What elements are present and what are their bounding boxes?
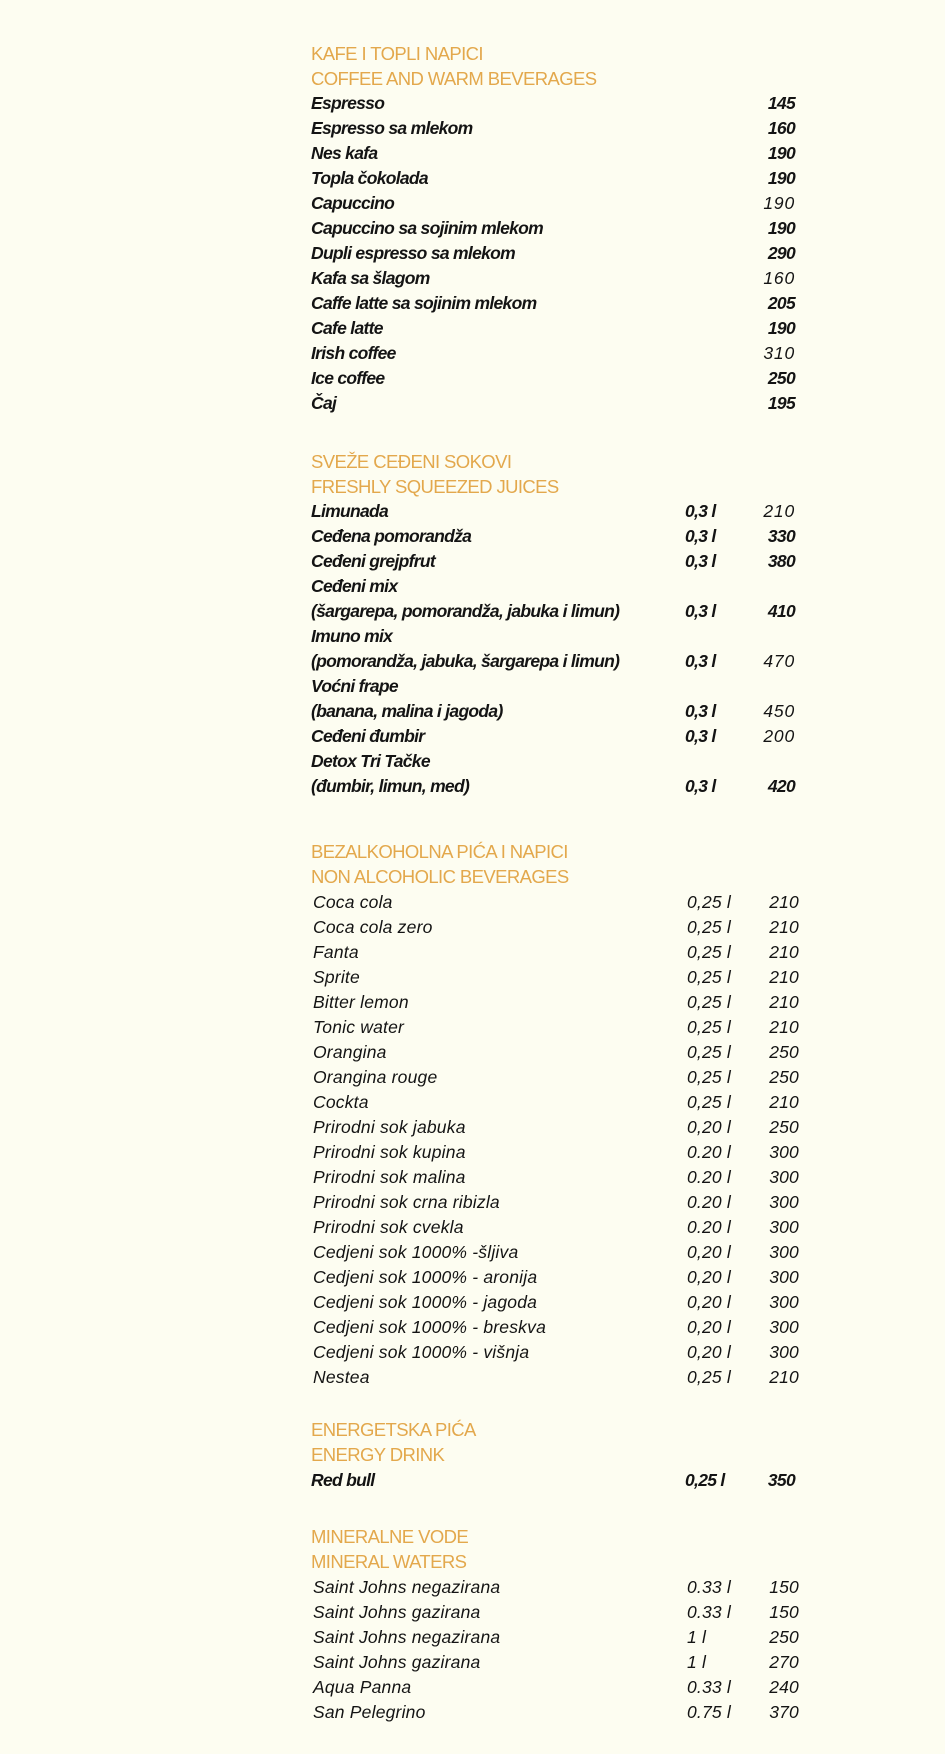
menu-item bbox=[313, 1625, 797, 1650]
item-name: Espresso sa mlekom bbox=[311, 118, 473, 138]
item-price: 210 bbox=[769, 917, 799, 937]
item-size: 0,25 l bbox=[687, 1092, 732, 1112]
menu-item bbox=[313, 1040, 797, 1065]
item-name: Limunada bbox=[311, 501, 389, 521]
item-size: 0,3 l bbox=[685, 701, 716, 721]
item-name: Dupli espresso sa mlekom bbox=[311, 243, 515, 263]
menu-item bbox=[311, 216, 795, 241]
item-price: 300 bbox=[769, 1192, 799, 1212]
item-price: 300 bbox=[769, 1267, 799, 1287]
item-name: Ceđeni đumbir bbox=[311, 726, 425, 746]
section-title-juices-en: FRESHLY SQUEEZED JUICES bbox=[311, 476, 559, 497]
menu-item bbox=[311, 1468, 795, 1493]
item-price: 350 bbox=[767, 1470, 795, 1490]
item-name: Nestea bbox=[313, 1367, 370, 1387]
item-name: Prirodni sok jabuka bbox=[313, 1117, 466, 1137]
menu-item bbox=[313, 1165, 797, 1190]
item-price: 250 bbox=[769, 1627, 799, 1647]
item-price: 190 bbox=[767, 143, 795, 163]
item-name: San Pelegrino bbox=[313, 1702, 426, 1722]
item-price: 145 bbox=[767, 93, 795, 113]
menu-item bbox=[313, 1015, 797, 1040]
section-title-energy-sr: ENERGETSKA PIĆA bbox=[311, 1419, 476, 1440]
menu-item bbox=[313, 1115, 797, 1140]
item-size: 0.20 l bbox=[687, 1192, 732, 1212]
item-price: 190 bbox=[767, 218, 795, 238]
item-name: Voćni frape bbox=[311, 676, 398, 696]
menu-item-detail bbox=[311, 649, 795, 674]
item-size: 0.33 l bbox=[687, 1577, 732, 1597]
item-size: 0.75 l bbox=[687, 1702, 732, 1722]
menu-item bbox=[313, 1675, 797, 1700]
menu-item bbox=[313, 915, 797, 940]
item-price: 300 bbox=[769, 1142, 799, 1162]
menu-item bbox=[311, 341, 795, 366]
section-title-nonalcoholic-en: NON ALCOHOLIC BEVERAGES bbox=[311, 866, 569, 887]
item-price: 470 bbox=[763, 651, 795, 671]
item-price: 300 bbox=[769, 1292, 799, 1312]
menu-item bbox=[311, 191, 795, 216]
item-price: 290 bbox=[767, 243, 795, 263]
item-size: 0,20 l bbox=[687, 1342, 732, 1362]
item-size: 0,3 l bbox=[685, 726, 716, 746]
item-name: Orangina bbox=[313, 1042, 387, 1062]
item-name: Prirodni sok kupina bbox=[313, 1142, 466, 1162]
item-name: Cedjeni sok 1000% - višnja bbox=[313, 1342, 530, 1362]
item-name: Fanta bbox=[313, 942, 359, 962]
item-name: Orangina rouge bbox=[313, 1067, 438, 1087]
item-price: 270 bbox=[769, 1652, 799, 1672]
item-name: Cedjeni sok 1000% - jagoda bbox=[313, 1292, 538, 1312]
item-price: 250 bbox=[769, 1117, 799, 1137]
item-price: 450 bbox=[763, 701, 795, 721]
item-price: 250 bbox=[767, 368, 795, 388]
item-size: 1 l bbox=[687, 1652, 707, 1672]
item-price: 300 bbox=[769, 1317, 799, 1337]
item-price: 300 bbox=[769, 1342, 799, 1362]
menu-item bbox=[313, 1090, 797, 1115]
item-name: Ceđena pomorandža bbox=[311, 526, 472, 546]
item-size: 0,3 l bbox=[685, 551, 716, 571]
item-price: 330 bbox=[767, 526, 795, 546]
menu-item bbox=[313, 940, 797, 965]
item-name: Ice coffee bbox=[311, 368, 385, 388]
item-name: Cafe latte bbox=[311, 318, 383, 338]
item-price: 380 bbox=[767, 551, 795, 571]
item-price: 250 bbox=[769, 1042, 799, 1062]
item-name: Caffe latte sa sojinim mlekom bbox=[311, 293, 537, 313]
menu-item bbox=[311, 574, 795, 599]
menu-item bbox=[313, 1315, 797, 1340]
menu-item bbox=[311, 291, 795, 316]
item-size: 0.33 l bbox=[687, 1602, 732, 1622]
menu-item bbox=[311, 549, 795, 574]
menu-item bbox=[311, 91, 795, 116]
menu-item bbox=[313, 1240, 797, 1265]
menu-item bbox=[313, 990, 797, 1015]
item-name: (šargarepa, pomorandža, jabuka i limun) bbox=[311, 601, 620, 621]
menu-item bbox=[311, 524, 795, 549]
item-size: 0,20 l bbox=[687, 1292, 732, 1312]
item-size: 0,25 l bbox=[687, 942, 732, 962]
menu-item bbox=[311, 241, 795, 266]
section-title-energy-en: ENERGY DRINK bbox=[311, 1444, 445, 1465]
item-price: 210 bbox=[769, 1367, 799, 1387]
menu-item bbox=[313, 1650, 797, 1675]
item-size: 0,20 l bbox=[687, 1267, 732, 1287]
item-size: 0,25 l bbox=[685, 1470, 725, 1490]
item-name: Prirodni sok malina bbox=[313, 1167, 466, 1187]
item-size: 0,20 l bbox=[687, 1317, 732, 1337]
item-price: 210 bbox=[763, 501, 795, 521]
menu-item bbox=[313, 1265, 797, 1290]
menu-item-detail bbox=[311, 699, 795, 724]
item-price: 410 bbox=[767, 601, 795, 621]
item-name: Saint Johns gazirana bbox=[313, 1652, 481, 1672]
item-price: 190 bbox=[767, 318, 795, 338]
menu-item bbox=[313, 1290, 797, 1315]
menu-item bbox=[311, 116, 795, 141]
item-size: 0.33 l bbox=[687, 1677, 732, 1697]
item-price: 300 bbox=[769, 1217, 799, 1237]
item-name: Coca cola zero bbox=[313, 917, 433, 937]
menu-item bbox=[311, 674, 795, 699]
menu-item bbox=[311, 499, 795, 524]
item-price: 300 bbox=[769, 1167, 799, 1187]
item-size: 0,25 l bbox=[687, 992, 732, 1012]
section-title-coffee-sr: KAFE I TOPLI NAPICI bbox=[311, 43, 483, 64]
item-size: 0,25 l bbox=[687, 1067, 732, 1087]
section-title-coffee-en: COFFEE AND WARM BEVERAGES bbox=[311, 68, 597, 89]
item-size: 0,25 l bbox=[687, 1042, 732, 1062]
item-name: Čaj bbox=[311, 393, 337, 413]
section-title-water-en: MINERAL WATERS bbox=[311, 1551, 467, 1572]
section-title-nonalcoholic-sr: BEZALKOHOLNA PIĆA I NAPICI bbox=[311, 841, 568, 862]
menu-item-detail bbox=[311, 774, 795, 799]
item-price: 150 bbox=[769, 1577, 799, 1597]
menu-item bbox=[313, 1365, 797, 1390]
item-size: 0,25 l bbox=[687, 1367, 732, 1387]
item-size: 0,20 l bbox=[687, 1117, 732, 1137]
item-price: 210 bbox=[769, 1092, 799, 1112]
item-name: Sprite bbox=[313, 967, 360, 987]
item-price: 250 bbox=[769, 1067, 799, 1087]
item-name: Red bull bbox=[311, 1470, 375, 1490]
item-name: Nes kafa bbox=[311, 143, 378, 163]
item-size: 0.20 l bbox=[687, 1142, 732, 1162]
item-price: 370 bbox=[769, 1702, 799, 1722]
item-name: Espresso bbox=[311, 93, 385, 113]
item-size: 0,3 l bbox=[685, 501, 716, 521]
item-name: Saint Johns gazirana bbox=[313, 1602, 481, 1622]
menu-item bbox=[311, 724, 795, 749]
menu-item bbox=[313, 965, 797, 990]
menu-item bbox=[313, 1700, 797, 1725]
item-name: Imuno mix bbox=[311, 626, 393, 646]
item-name: Prirodni sok crna ribizla bbox=[313, 1192, 500, 1212]
item-name: Capuccino sa sojinim mlekom bbox=[311, 218, 544, 238]
item-size: 0,3 l bbox=[685, 776, 716, 796]
section-title-water-sr: MINERALNE VODE bbox=[311, 1526, 469, 1547]
menu-item bbox=[311, 624, 795, 649]
menu-item bbox=[313, 1140, 797, 1165]
item-size: 0,20 l bbox=[687, 1242, 732, 1262]
item-price: 190 bbox=[767, 168, 795, 188]
item-price: 195 bbox=[767, 393, 795, 413]
menu-item bbox=[311, 366, 795, 391]
item-price: 210 bbox=[769, 992, 799, 1012]
item-name: (đumbir, limun, med) bbox=[311, 776, 470, 796]
item-name: Capuccino bbox=[311, 193, 395, 213]
item-name: Topla čokolada bbox=[311, 168, 428, 188]
menu-item bbox=[311, 391, 795, 416]
item-size: 0,3 l bbox=[685, 601, 716, 621]
item-size: 1 l bbox=[687, 1627, 707, 1647]
item-name: Prirodni sok cvekla bbox=[313, 1217, 464, 1237]
item-name: Kafa sa šlagom bbox=[311, 268, 430, 288]
item-price: 150 bbox=[769, 1602, 799, 1622]
item-price: 300 bbox=[769, 1242, 799, 1262]
item-name: Ceđeni grejpfrut bbox=[311, 551, 435, 571]
item-name: Cedjeni sok 1000% - aronija bbox=[313, 1267, 538, 1287]
menu-item bbox=[313, 1575, 797, 1600]
menu-item bbox=[313, 1190, 797, 1215]
item-price: 200 bbox=[763, 726, 795, 746]
item-price: 190 bbox=[763, 193, 795, 213]
item-price: 210 bbox=[769, 967, 799, 987]
menu-item bbox=[311, 266, 795, 291]
item-name: Saint Johns negazirana bbox=[313, 1627, 501, 1647]
menu-item bbox=[311, 141, 795, 166]
item-price: 160 bbox=[763, 268, 795, 288]
item-size: 0,25 l bbox=[687, 917, 732, 937]
item-size: 0,25 l bbox=[687, 967, 732, 987]
item-size: 0,3 l bbox=[685, 651, 716, 671]
item-price: 310 bbox=[763, 343, 795, 363]
item-name: Detox Tri Tačke bbox=[311, 751, 430, 771]
item-name: Irish coffee bbox=[311, 343, 396, 363]
menu-item bbox=[311, 166, 795, 191]
menu-item bbox=[311, 316, 795, 341]
item-name: (banana, malina i jagoda) bbox=[311, 701, 503, 721]
item-name: Ceđeni mix bbox=[311, 576, 398, 596]
item-size: 0,3 l bbox=[685, 526, 716, 546]
menu-item bbox=[313, 1600, 797, 1625]
item-name: Saint Johns negazirana bbox=[313, 1577, 501, 1597]
item-price: 160 bbox=[767, 118, 795, 138]
menu-item bbox=[313, 1065, 797, 1090]
item-price: 210 bbox=[769, 942, 799, 962]
item-name: Tonic water bbox=[313, 1017, 405, 1037]
item-size: 0.20 l bbox=[687, 1167, 732, 1187]
item-name: Cedjeni sok 1000% - breskva bbox=[313, 1317, 547, 1337]
item-price: 205 bbox=[767, 293, 795, 313]
item-name: Bitter lemon bbox=[313, 992, 409, 1012]
item-price: 210 bbox=[769, 892, 799, 912]
menu-item bbox=[313, 890, 797, 915]
menu-item bbox=[313, 1340, 797, 1365]
item-size: 0.20 l bbox=[687, 1217, 732, 1237]
item-name: Aqua Panna bbox=[313, 1677, 412, 1697]
item-size: 0,25 l bbox=[687, 1017, 732, 1037]
item-price: 210 bbox=[769, 1017, 799, 1037]
item-name: (pomorandža, jabuka, šargarepa i limun) bbox=[311, 651, 620, 671]
item-name: Cockta bbox=[313, 1092, 369, 1112]
item-price: 240 bbox=[769, 1677, 799, 1697]
item-price: 420 bbox=[767, 776, 795, 796]
item-size: 0,25 l bbox=[687, 892, 732, 912]
menu-item-detail bbox=[311, 599, 795, 624]
item-name: Cedjeni sok 1000% -šljiva bbox=[313, 1242, 519, 1262]
menu-item bbox=[313, 1215, 797, 1240]
item-name: Coca cola bbox=[313, 892, 393, 912]
section-title-juices-sr: SVEŽE CEĐENI SOKOVI bbox=[311, 451, 512, 472]
menu-item bbox=[311, 749, 795, 774]
